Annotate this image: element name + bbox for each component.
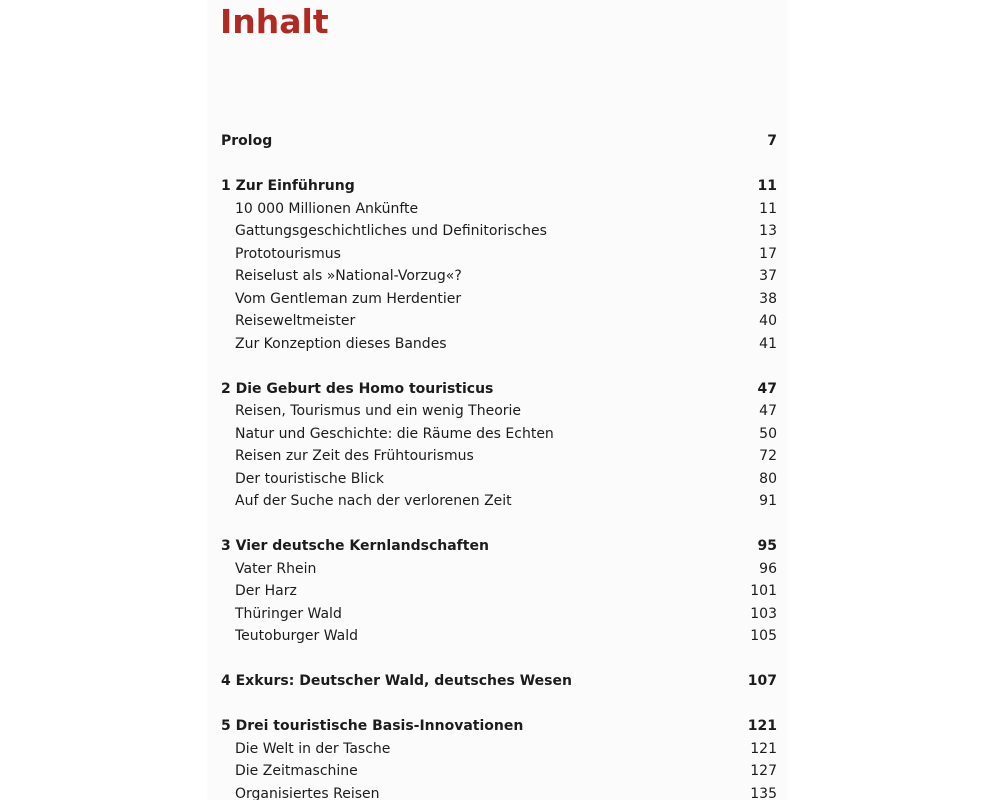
toc-chapter-heading-page-number: 121: [747, 718, 777, 734]
toc-entry-page-number: 17: [759, 245, 777, 262]
toc-chapter-heading-page-number: 107: [747, 673, 777, 689]
toc-entry-label: Prototourismus: [235, 245, 341, 262]
toc-entry-label: Vater Rhein: [235, 560, 317, 577]
toc-entry-page-number: 127: [750, 763, 777, 779]
toc-entry-page-number: 47: [759, 403, 777, 419]
page-title: Inhalt: [220, 2, 329, 41]
toc-entry-page-number: 40: [759, 313, 777, 329]
toc-entry: [221, 243, 777, 266]
toc-entry: [221, 783, 777, 800]
toc-entry: [221, 445, 777, 468]
toc-entry: [221, 468, 777, 491]
toc-chapter-heading: [221, 378, 777, 401]
toc-chapter-heading: [221, 130, 777, 153]
toc-section: [221, 175, 777, 355]
toc-entry-label: Vom Gentleman zum Herdentier: [235, 290, 462, 307]
toc-entry: [221, 198, 777, 221]
toc-entry: [221, 288, 777, 311]
toc-entry-label: Natur und Geschichte: die Räume des Echten: [235, 425, 554, 442]
toc-chapter-heading-page-number: 95: [757, 538, 777, 554]
toc-entry-label: Die Welt in der Tasche: [235, 740, 391, 757]
toc-entry: [221, 220, 777, 243]
toc-chapter-heading: [221, 175, 777, 198]
toc-entry-label: Gattungsgeschichtliches und Definitorisches: [235, 223, 547, 239]
toc-entry-label: Der Harz: [235, 583, 297, 599]
toc-chapter-heading-label: 2 Die Geburt des Homo touristicus: [221, 380, 494, 397]
toc-entry: [221, 310, 777, 333]
toc-entry-page-number: 135: [750, 785, 777, 800]
toc-chapter-heading-page-number: 11: [757, 178, 777, 194]
toc-entry: [221, 625, 777, 648]
toc-entry-page-number: 91: [759, 493, 777, 509]
toc-section: [221, 535, 777, 648]
toc-entry-page-number: 80: [759, 470, 777, 487]
toc-entry: [221, 603, 777, 626]
toc-entry: [221, 333, 777, 356]
toc-entry-label: Organisiertes Reisen: [235, 785, 380, 800]
toc-entry-page-number: 105: [750, 628, 777, 644]
toc-entry-page-number: 38: [759, 290, 777, 307]
toc-entry-page-number: 96: [759, 560, 777, 577]
toc-entry-page-number: 103: [750, 605, 777, 622]
toc-entry-page-number: 72: [759, 448, 777, 464]
toc-entry-page-number: 41: [759, 335, 777, 352]
toc-entry: [221, 265, 777, 288]
toc-entry: [221, 738, 777, 761]
toc-chapter-heading-page-number: 7: [767, 133, 777, 149]
toc-section: [221, 130, 777, 153]
toc-entry: [221, 580, 777, 603]
toc-entry-label: Der touristische Blick: [235, 470, 384, 487]
toc-entry: [221, 400, 777, 423]
toc-entry-label: Zur Konzeption dieses Bandes: [235, 335, 447, 352]
toc-chapter-heading-page-number: 47: [757, 380, 777, 397]
toc-section: [221, 715, 777, 800]
table-of-contents: [221, 130, 777, 800]
toc-entry-page-number: 121: [750, 740, 777, 757]
toc-chapter-heading: [221, 670, 777, 693]
toc-entry-label: Die Zeitmaschine: [235, 763, 358, 779]
toc-entry-label: Auf der Suche nach der verlorenen Zeit: [235, 493, 512, 509]
toc-entry-page-number: 13: [759, 223, 777, 239]
toc-entry-page-number: 50: [759, 425, 777, 442]
toc-entry-page-number: 37: [759, 268, 777, 284]
toc-entry-page-number: 101: [750, 583, 777, 599]
toc-entry: [221, 490, 777, 513]
toc-entry: [221, 760, 777, 783]
toc-chapter-heading-label: Prolog: [221, 133, 273, 149]
toc-entry-label: Thüringer Wald: [235, 605, 342, 622]
toc-chapter-heading-label: 4 Exkurs: Deutscher Wald, deutsches Wesen: [221, 673, 572, 689]
toc-chapter-heading: [221, 715, 777, 738]
toc-entry-label: Reisen zur Zeit des Frühtourismus: [235, 448, 474, 464]
toc-entry-label: Reiselust als »National-Vorzug«?: [235, 268, 462, 284]
toc-section: [221, 378, 777, 513]
toc-chapter-heading-label: 3 Vier deutsche Kernlandschaften: [221, 538, 489, 554]
toc-entry-page-number: 11: [759, 200, 777, 217]
toc-section: [221, 670, 777, 693]
toc-entry-label: Teutoburger Wald: [235, 628, 358, 644]
toc-entry: [221, 423, 777, 446]
toc-entry-label: Reisen, Tourismus und ein wenig Theorie: [235, 403, 522, 419]
toc-entry-label: Reiseweltmeister: [235, 313, 356, 329]
toc-entry: [221, 558, 777, 581]
toc-chapter-heading: [221, 535, 777, 558]
toc-chapter-heading-label: 1 Zur Einführung: [221, 178, 355, 194]
toc-chapter-heading-label: 5 Drei touristische Basis-Innovationen: [221, 718, 524, 734]
toc-entry-label: 10 000 Millionen Ankünfte: [235, 200, 419, 217]
